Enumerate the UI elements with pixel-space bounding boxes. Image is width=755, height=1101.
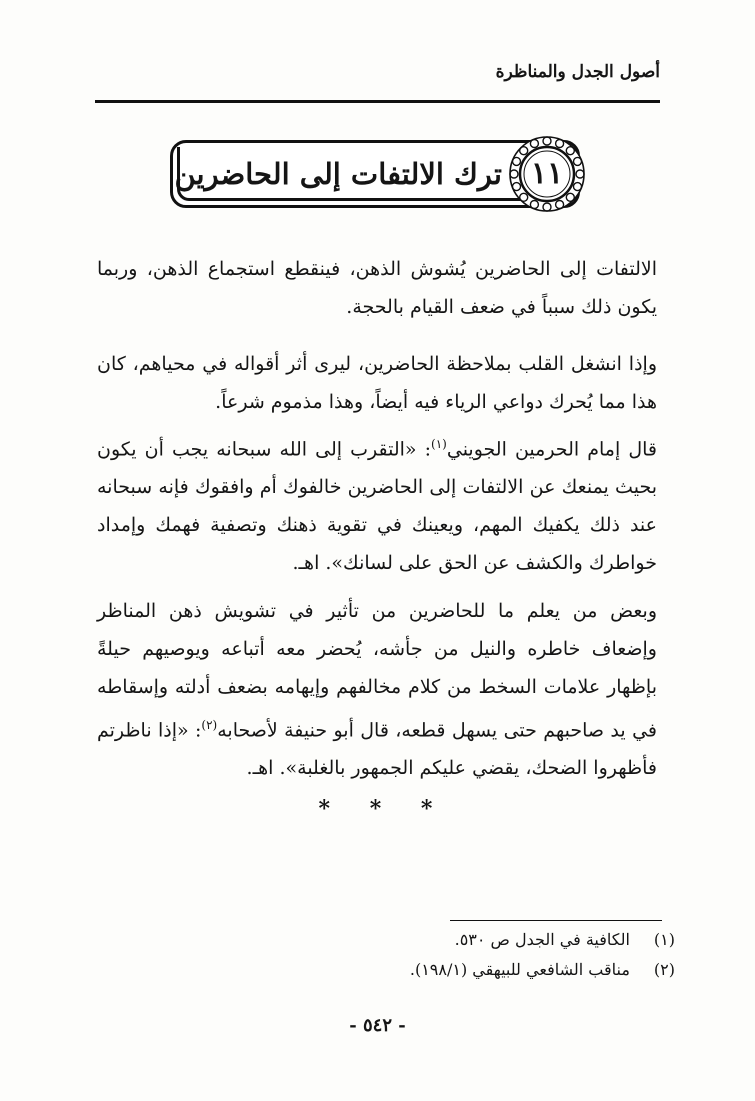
- separator-star: *: [369, 796, 386, 822]
- separator-star: *: [420, 796, 437, 822]
- section-separator: [0, 796, 755, 822]
- paragraph-4-quote: : «إذا ناظرتم فأظهروا الضحك، يقضي عليكم الجمهور بالغلبة». اهـ.: [97, 719, 657, 780]
- header-rule: [95, 100, 660, 103]
- paragraph-3-quote: : «التقرب إلى الله سبحانه يجب أن يكون بحيث يمنعك عن الالتفات إلى الحاضرين خالفوك أم وافقوك فإنه سبحانه عند ذلك يكفيك المهم، ويعينك في تقوية ذهنك وتصفية فهمك وإمداد خواطرك والكشف عن الحق على لسانك». اهـ.: [97, 438, 657, 575]
- footnote-ref-1[interactable]: (١): [431, 437, 447, 451]
- footnote-number: (١): [653, 930, 675, 949]
- page-number: - ٥٤٢ -: [349, 1015, 406, 1036]
- paragraph-2: وإذا انشغل القلب بملاحظة الحاضرين، ليرى أثر أقواله في محياهم، كان هذا مما يُحرك دواعي الرياء فيه أيضاً، وهذا مذموم شرعاً.: [97, 353, 657, 413]
- chapter-title: ترك الالتفات إلى الحاضرين: [174, 157, 502, 191]
- footnote-text: مناقب الشافعي للبيهقي (١٩٨/١).: [409, 960, 630, 979]
- footnote-2: [410, 960, 675, 979]
- footnote-ref-2[interactable]: (٢): [201, 718, 218, 732]
- paragraph-4-lead: وبعض من يعلم ما للحاضرين من تأثير في تشويش ذهن المناظر وإضعاف خاطره والنيل من جأشه، يُحضر معه أتباعه ويوصيهم حيلةً بإظهار علامات السخط من كلام مخالفهم وإيهامه بضعف أدلته وإسقاطه في يد صاحبهم حتى يسهل قطعه، قال أبو حنيفة لأصحابه: [97, 600, 657, 742]
- chapter-number: ١١: [530, 156, 564, 191]
- footnote-text: الكافية في الجدل ص ٥٣٠.: [454, 930, 630, 949]
- paragraph-1: الالتفات إلى الحاضرين يُشوش الذهن، فينقطع استجماع الذهن، وربما يكون ذلك سبباً في ضعف القيام بالحجة.: [97, 258, 657, 318]
- separator-star: *: [318, 796, 335, 822]
- footnote-1: [455, 930, 675, 949]
- paragraph-4: [97, 592, 657, 787]
- footnote-number: (٢): [653, 960, 675, 979]
- paragraph-3-lead: قال إمام الحرمين الجويني: [446, 438, 657, 461]
- paragraph-3: [97, 425, 657, 582]
- running-header-title: أصول الجدل والمناظرة: [495, 62, 660, 82]
- footnote-rule: [450, 920, 662, 921]
